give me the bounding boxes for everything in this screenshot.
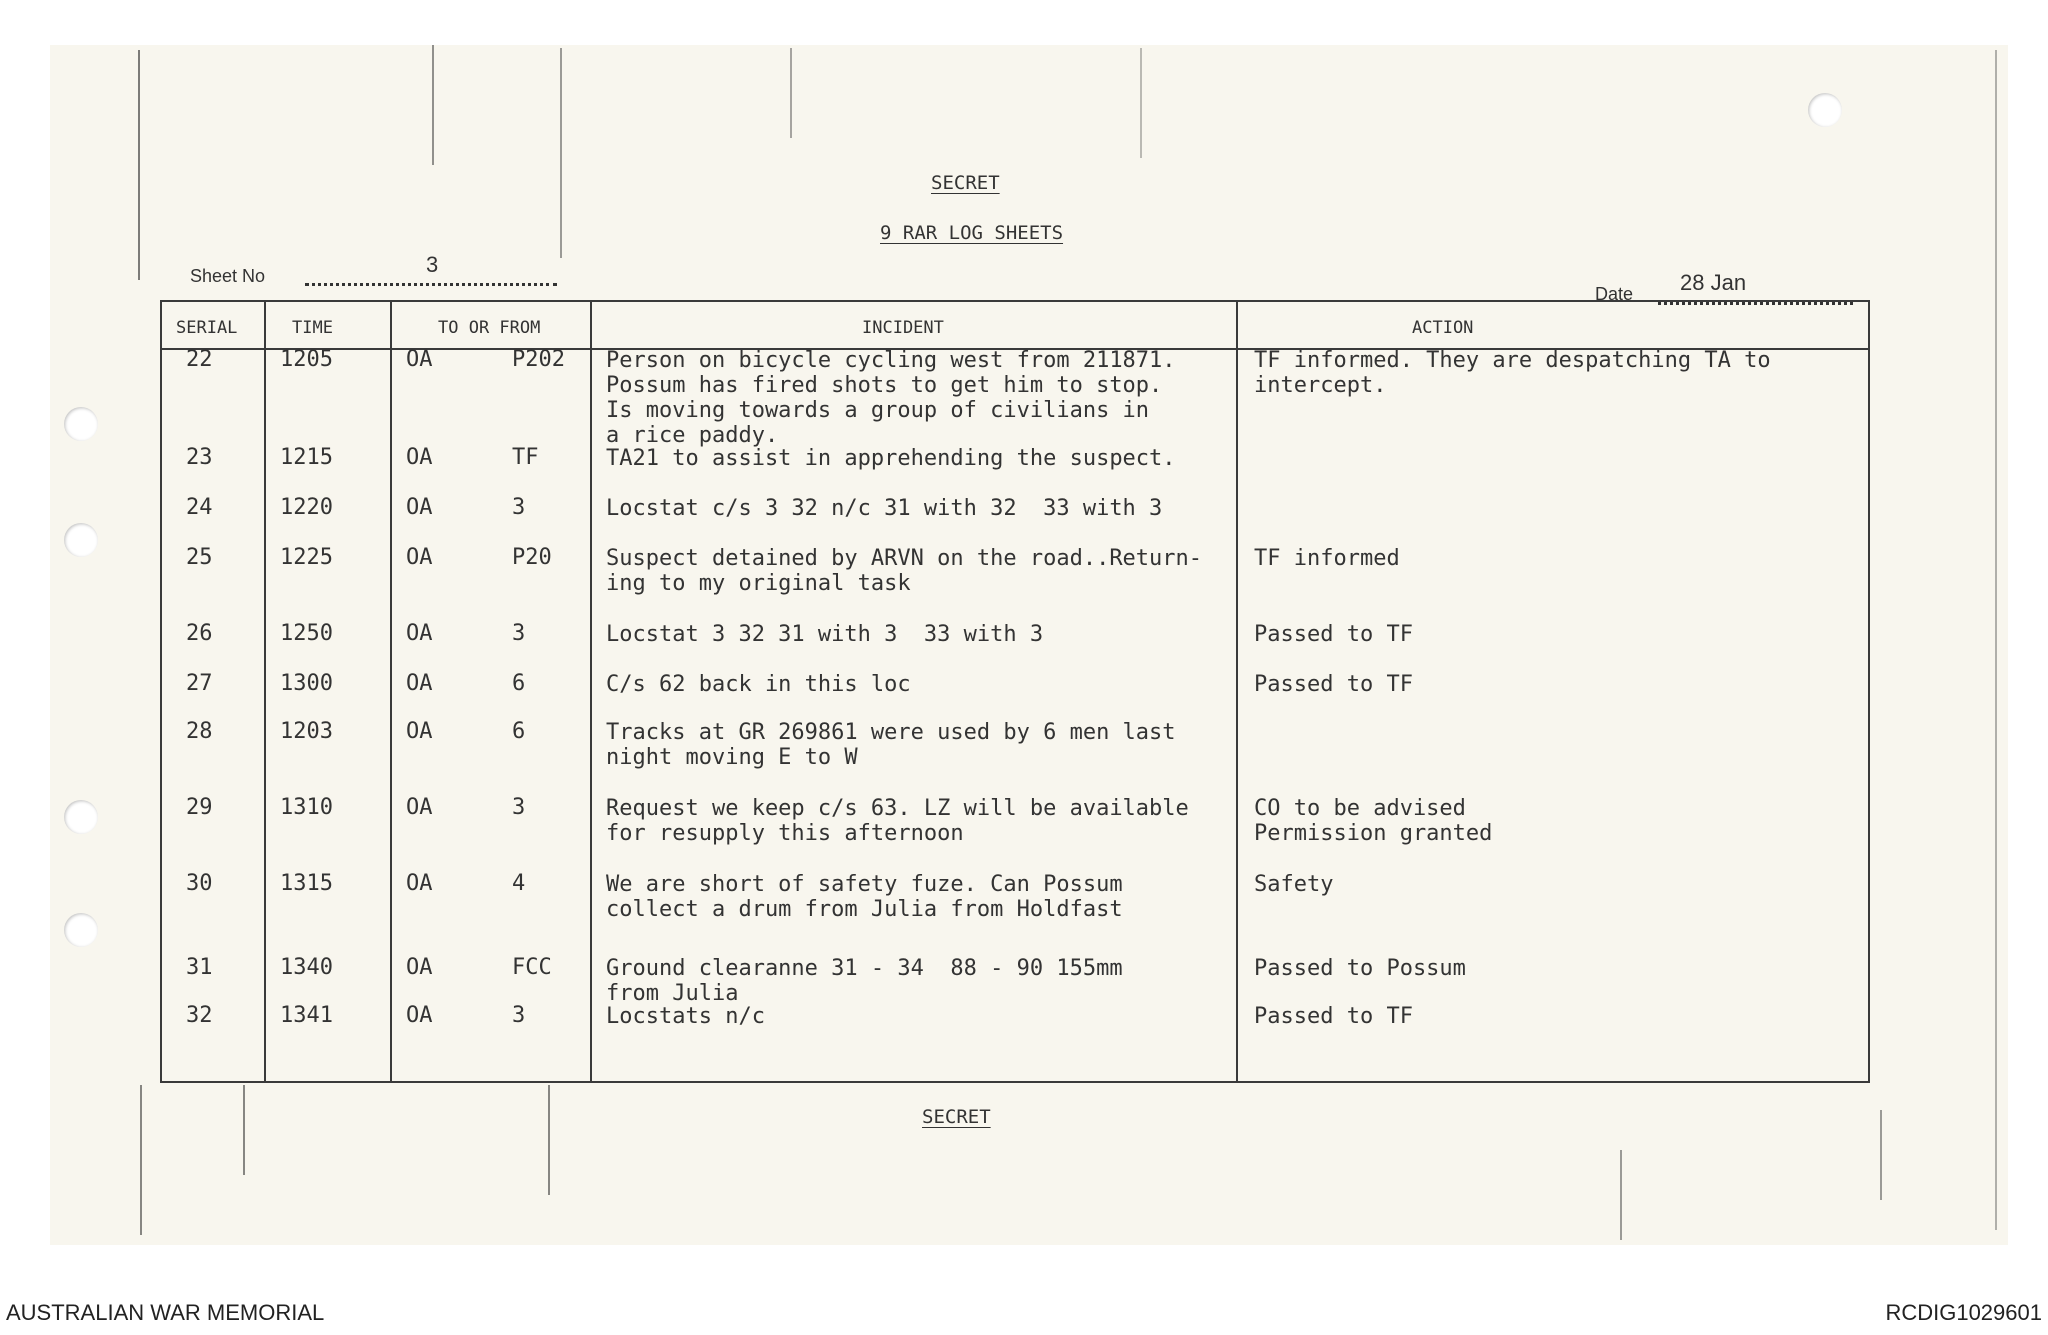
column-divider — [590, 302, 592, 1081]
row-time: 1220 — [280, 495, 333, 520]
row-incident: Locstats n/c — [606, 1004, 765, 1029]
row-serial: 26 — [186, 621, 213, 646]
header-serial: SERIAL — [176, 318, 238, 338]
punch-hole — [64, 800, 98, 834]
row-serial: 23 — [186, 445, 213, 470]
row-action: Passed to TF — [1254, 1004, 1413, 1029]
row-incident: C/s 62 back in this loc — [606, 672, 911, 697]
fold-line — [1140, 48, 1142, 158]
row-action: CO to be advised Permission granted — [1254, 796, 1493, 846]
date-value: 28 Jan — [1680, 270, 1747, 295]
row-to: P20 — [512, 545, 552, 570]
row-from: OA — [406, 445, 433, 470]
header-action: ACTION — [1412, 318, 1474, 338]
row-serial: 28 — [186, 719, 213, 744]
row-from: OA — [406, 495, 433, 520]
row-incident: Locstat 3 32 31 with 3 33 with 3 — [606, 622, 1044, 647]
row-serial: 25 — [186, 545, 213, 570]
row-from: OA — [406, 671, 433, 696]
row-to: 4 — [512, 871, 526, 896]
row-time: 1300 — [280, 671, 333, 696]
row-time: 1310 — [280, 795, 333, 820]
sheet-no-label: Sheet No — [190, 266, 266, 286]
row-serial: 29 — [186, 795, 213, 820]
row-time: 1205 — [280, 347, 333, 372]
row-from: OA — [406, 545, 433, 570]
row-time: 1225 — [280, 545, 333, 570]
row-from: OA — [406, 621, 433, 646]
punch-hole — [64, 523, 98, 557]
fold-line — [140, 1085, 142, 1235]
row-to: 6 — [512, 671, 526, 696]
row-time: 1340 — [280, 955, 333, 980]
row-serial: 31 — [186, 955, 213, 980]
row-time: 1215 — [280, 445, 333, 470]
fold-line — [1880, 1110, 1882, 1200]
sheet-no-dotted-line — [305, 283, 557, 286]
fold-line — [548, 1085, 550, 1195]
row-incident: Locstat c/s 3 32 n/c 31 with 32 33 with 3 — [606, 496, 1163, 521]
classification-top: SECRET — [931, 172, 1000, 194]
fold-line — [432, 45, 434, 165]
column-divider — [390, 302, 392, 1081]
row-incident: Request we keep c/s 63. LZ will be available for resupply this afternoon — [606, 796, 1189, 846]
archive-footer-left: AUSTRALIAN WAR MEMORIAL — [6, 1300, 325, 1325]
row-to: FCC — [512, 955, 552, 980]
punch-hole — [64, 913, 98, 947]
header-time: TIME — [292, 318, 333, 338]
row-from: OA — [406, 871, 433, 896]
column-divider — [264, 302, 266, 1081]
row-incident: Tracks at GR 269861 were used by 6 men last night moving E to W — [606, 720, 1176, 770]
punch-hole — [1808, 93, 1842, 127]
row-action: Passed to TF — [1254, 622, 1413, 647]
row-to: TF — [512, 445, 539, 470]
row-action: TF informed — [1254, 546, 1400, 571]
row-action: Passed to Possum — [1254, 956, 1466, 981]
header-to-from: TO OR FROM — [438, 318, 541, 338]
row-to: 3 — [512, 795, 526, 820]
row-to: 3 — [512, 621, 526, 646]
row-action: Safety — [1254, 872, 1334, 897]
fold-line — [243, 1085, 245, 1175]
log-table — [160, 300, 1870, 1083]
row-serial: 27 — [186, 671, 213, 696]
archive-footer-right: RCDIG1029601 — [1885, 1300, 2042, 1325]
row-incident: Ground clearanne 31 - 34 88 - 90 155mm from Julia — [606, 956, 1123, 1006]
sheet-no-value: 3 — [426, 252, 439, 277]
row-incident: We are short of safety fuze. Can Possum collect a drum from Julia from Holdfast — [606, 872, 1123, 922]
fold-line — [560, 48, 562, 258]
row-time: 1250 — [280, 621, 333, 646]
row-action: Passed to TF — [1254, 672, 1413, 697]
row-serial: 30 — [186, 871, 213, 896]
row-from: OA — [406, 795, 433, 820]
row-from: OA — [406, 1003, 433, 1028]
row-from: OA — [406, 955, 433, 980]
row-incident: Suspect detained by ARVN on the road..Return- ing to my original task — [606, 546, 1203, 596]
row-from: OA — [406, 719, 433, 744]
row-incident: Person on bicycle cycling west from 211871. Possum has fired shots to get him to stop. Is moving towards a group of civilians in a rice paddy. — [606, 348, 1176, 448]
fold-line — [138, 50, 140, 280]
row-time: 1341 — [280, 1003, 333, 1028]
row-time: 1315 — [280, 871, 333, 896]
fold-line — [1620, 1150, 1622, 1240]
classification-bottom: SECRET — [922, 1106, 991, 1128]
header-incident: INCIDENT — [862, 318, 944, 338]
row-serial: 22 — [186, 347, 213, 372]
row-to: 6 — [512, 719, 526, 744]
row-serial: 32 — [186, 1003, 213, 1028]
fold-line — [790, 48, 792, 138]
column-divider — [1236, 302, 1238, 1081]
row-to: 3 — [512, 1003, 526, 1028]
row-time: 1203 — [280, 719, 333, 744]
punch-hole — [64, 407, 98, 441]
row-serial: 24 — [186, 495, 213, 520]
row-action: TF informed. They are despatching TA to intercept. — [1254, 348, 1771, 398]
row-to: 3 — [512, 495, 526, 520]
page-title: 9 RAR LOG SHEETS — [880, 222, 1064, 244]
date-label: Date — [1595, 284, 1634, 304]
fold-line — [1995, 50, 1997, 1230]
row-to: P202 — [512, 347, 565, 372]
row-incident: TA21 to assist in apprehending the suspect. — [606, 446, 1176, 471]
row-from: OA — [406, 347, 433, 372]
